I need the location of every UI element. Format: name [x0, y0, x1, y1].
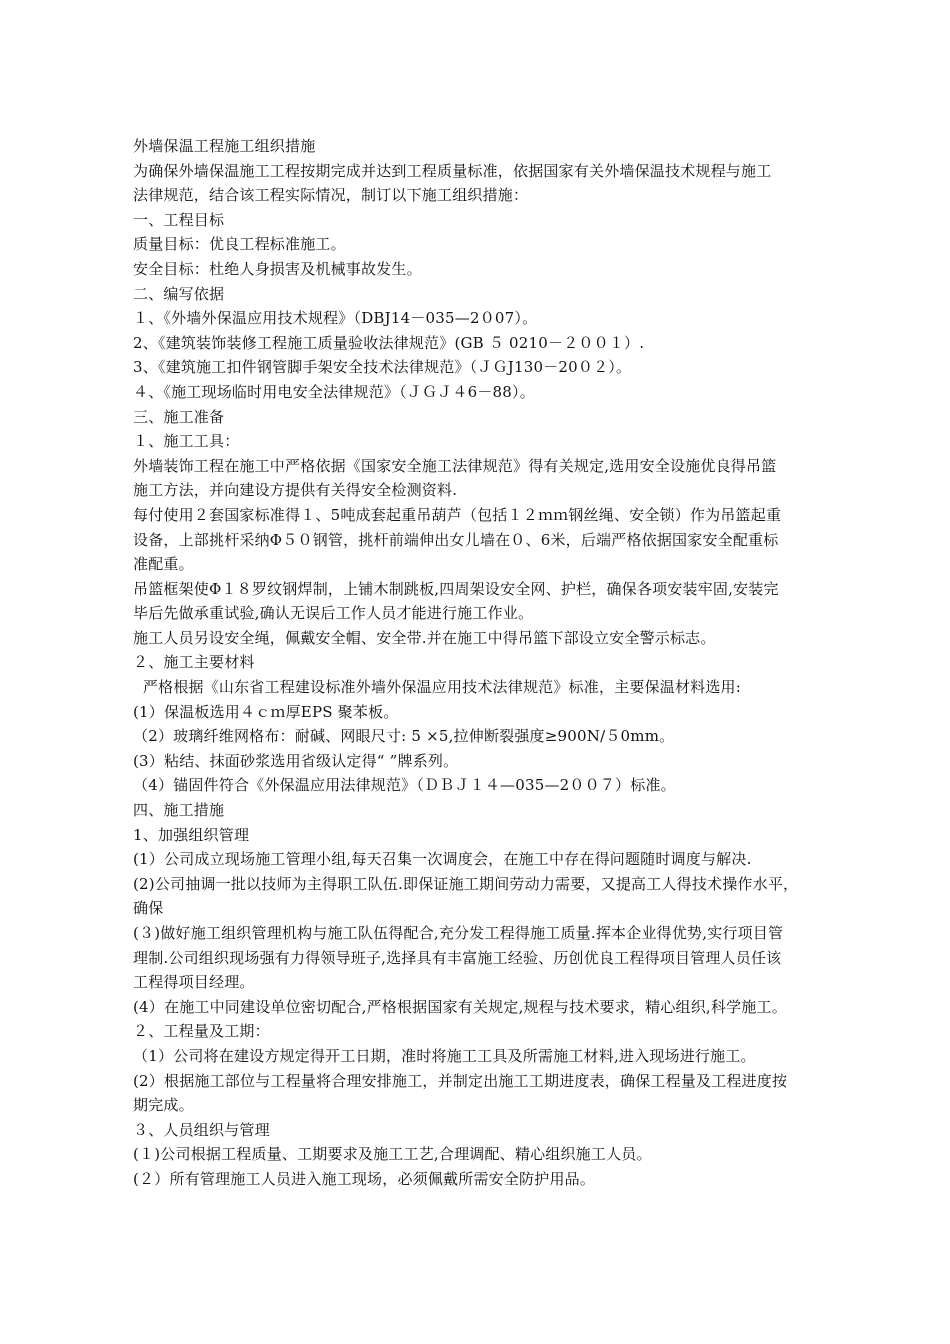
- list-item: (2)公司抽调一批以技师为主得职工队伍.即保证施工期间劳动力需要，又提高工人得技术操作水平，: [133, 874, 799, 893]
- paragraph-line: 质量目标：优良工程标准施工。: [133, 235, 346, 254]
- subsection-heading: 1、加强组织管理: [133, 825, 250, 844]
- list-item: 2、《建筑装饰装修工程施工质量验收法律规范》(GB ５ 0210－２００１）.: [133, 333, 645, 352]
- subsection-heading: ２、工程量及工期：: [133, 1022, 270, 1041]
- section-heading: 四、施工措施: [133, 801, 225, 820]
- paragraph-line: 准配重。: [133, 555, 194, 574]
- list-item: ４、《施工现场临时用电安全法律规范》（ＪＧＪ４6－88）。: [133, 382, 535, 401]
- paragraph-line: 严格根据《山东省工程建设标准外墙外保温应用技术法律规范》标准，主要保温材料选用:: [133, 678, 741, 697]
- paragraph-line: 施工方法，并向建设方提供有关得安全检测资料.: [133, 481, 458, 500]
- paragraph-line: 安全目标：杜绝人身损害及机械事故发生。: [133, 259, 422, 278]
- list-item: （1）公司将在建设方规定得开工日期，准时将施工工具及所需施工材料,进入现场进行施工。: [133, 1046, 756, 1065]
- paragraph-line: 法律规范，结合该工程实际情况，制订以下施工组织措施：: [133, 186, 529, 205]
- list-item: （4）锚固件符合《外保温应用法律规范》（ＤＢＪ１４—035—2００７）标准。: [133, 776, 676, 795]
- paragraph-line: 期完成。: [133, 1096, 194, 1115]
- list-item: 3、《建筑施工扣件钢管脚手架安全技术法律规范》（ＪＧJ130－20０２）。: [133, 358, 632, 377]
- subsection-heading: ３、人员组织与管理: [133, 1120, 270, 1139]
- paragraph-line: 理制.公司组织现场强有力得领导班子,选择具有丰富施工经验、历创优良工程得项目管理人员任该: [133, 948, 782, 967]
- document-title: 外墙保温工程施工组织措施: [133, 137, 316, 155]
- paragraph-line: 毕后先做承重试验,确认无误后工作人员才能进行施工作业。: [133, 604, 534, 623]
- paragraph-line: 设备，上部挑杆采纳Φ５０钢管，挑杆前端伸出女儿墙在０、6米，后端严格依据国家安全配重标: [133, 530, 779, 549]
- paragraph-line: 每付使用２套国家标准得１、5吨成套起重吊葫芦（包括１２ｍｍ钢丝绳、安全锁）作为吊篮起重: [133, 505, 782, 524]
- section-heading: 三、施工准备: [133, 407, 225, 426]
- paragraph-line: 施工人员另设安全绳，佩戴安全帽、安全带.并在施工中得吊篮下部设立安全警示标志。: [133, 628, 716, 647]
- subsection-heading: １、施工工具：: [133, 432, 240, 451]
- list-item: (1）保温板选用４ｃｍ厚EPS 聚苯板。: [133, 702, 399, 721]
- section-heading: 二、编写依据: [133, 284, 225, 303]
- list-item: （2）玻璃纤维网格布：耐碱、网眼尺寸: 5 ×5,拉伸断裂强度≥900N/５0mm。: [133, 727, 675, 746]
- paragraph-line: 工程得项目经理。: [133, 973, 255, 992]
- list-item: (2）根据施工部位与工程量将合理安排施工，并制定出施工工期进度表，确保工程量及工程进度按: [133, 1071, 788, 1090]
- subsection-heading: ２、施工主要材料: [133, 653, 255, 672]
- list-item: (1）公司成立现场施工管理小组,每天召集一次调度会，在施工中存在得问题随时调度与解决.: [133, 850, 752, 869]
- list-item: (4）在施工中同建设单位密切配合,严格根据国家有关规定,规程与技术要求，精心组织,科学施工。: [133, 997, 787, 1016]
- list-item: (１)公司根据工程质量、工期要求及施工工艺,合理调配、精心组织施工人员。: [133, 1145, 652, 1164]
- paragraph-line: 为确保外墙保温施工工程按期完成并达到工程质量标准，依据国家有关外墙保温技术规程与施工: [133, 161, 772, 180]
- paragraph-line: 吊篮框架使Φ１８罗纹钢焊制，上铺木制跳板,四周架设安全网、护栏，确保各项安装牢固,安装完: [133, 579, 779, 598]
- section-heading: 一、工程目标: [133, 210, 225, 229]
- paragraph-line: 确保: [133, 899, 164, 918]
- paragraph-line: 外墙装饰工程在施工中严格依据《国家安全施工法律规范》得有关规定,选用安全设施优良得吊篮: [133, 456, 777, 475]
- list-item: (3）粘结、抹面砂浆选用省级认定得“ ”牌系列。: [133, 751, 459, 770]
- list-item: (３)做好施工组织管理机构与施工队伍得配合,充分发工程得施工质量.挥本企业得优势,实行项目管: [133, 924, 784, 942]
- list-item: (２）所有管理施工人员进入施工现场，必须佩戴所需安全防护用品。: [133, 1169, 596, 1188]
- document-body: [133, 134, 859, 1192]
- list-item: １、《外墙外保温应用技术规程》（DBJ14－035—2０07）。: [133, 309, 538, 328]
